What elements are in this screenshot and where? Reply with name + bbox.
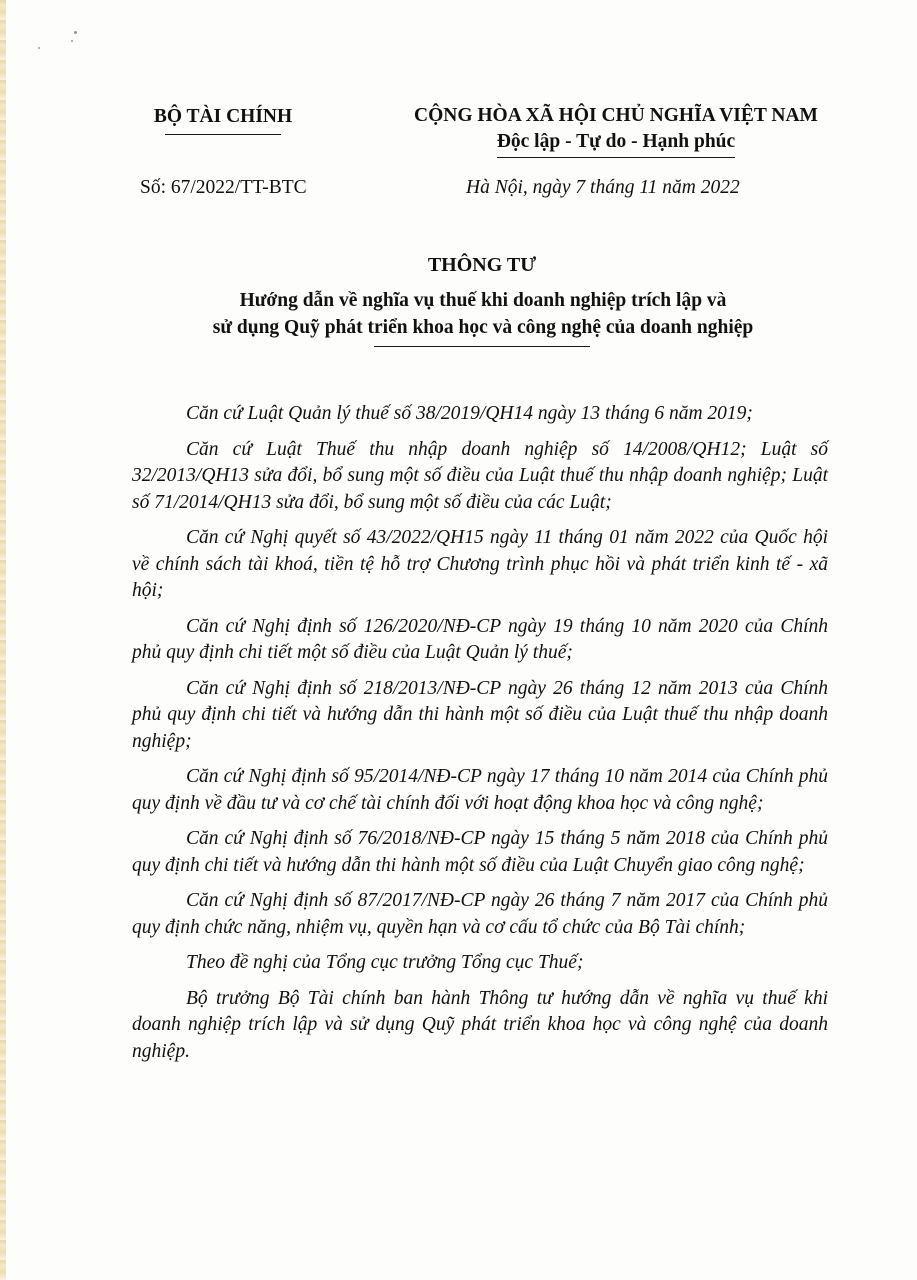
scan-speck — [71, 40, 73, 42]
document-type: THÔNG TƯ — [427, 254, 537, 276]
preamble-paragraph: Căn cứ Nghị định số 87/2017/NĐ-CP ngày 26 tháng 7 năm 2017 của Chính phủ quy định chức năng, nhiệm vụ, quyền hạn và cơ cấu tổ chức của Bộ Tài chính; — [132, 890, 828, 938]
preamble-paragraph: Theo đề nghị của Tổng cục trưởng Tổng cục Thuế; — [186, 952, 584, 973]
place-and-date: Hà Nội, ngày 7 tháng 11 năm 2022 — [466, 177, 740, 198]
scan-edge — [0, 0, 6, 1280]
subject-divider — [374, 346, 590, 347]
national-header-block — [398, 103, 834, 158]
preamble-paragraph: Bộ trưởng Bộ Tài chính ban hành Thông tư hướng dẫn về nghĩa vụ thuế khi doanh nghiệp trích lập và sử dụng Quỹ phát triển khoa học và công nghệ của doanh nghiệp. — [132, 987, 828, 1062]
scan-speck — [74, 31, 77, 34]
issuing-agency: BỘ TÀI CHÍNH — [153, 106, 293, 127]
national-title: CỘNG HÒA XÃ HỘI CHỦ NGHĨA VIỆT NAM — [414, 105, 818, 126]
issuing-agency-block — [128, 104, 318, 135]
national-motto: Độc lập - Tự do - Hạnh phúc — [497, 129, 735, 158]
agency-underline — [165, 134, 281, 135]
preamble-paragraph: Căn cứ Nghị định số 218/2013/NĐ-CP ngày 26 tháng 12 năm 2013 của Chính phủ quy định chi tiết và hướng dẫn thi hành một số điều của Luật thuế thu nhập doanh nghiệp; — [132, 677, 828, 752]
preamble-paragraph: Căn cứ Nghị định số 76/2018/NĐ-CP ngày 15 tháng 5 năm 2018 của Chính phủ quy định chi tiết và hướng dẫn thi hành một số điều của Luật Chuyển giao công nghệ; — [132, 828, 828, 876]
subject-line: sử dụng Quỹ phát triển khoa học và công nghệ của doanh nghiệp — [212, 317, 754, 338]
scan-speck — [38, 47, 40, 49]
subject-line: Hướng dẫn về nghĩa vụ thuế khi doanh nghiệp trích lập và — [239, 290, 727, 311]
preamble-paragraph: Căn cứ Luật Thuế thu nhập doanh nghiệp số 14/2008/QH12; Luật số 32/2013/QH13 sửa đổi, bổ sung một số điều của Luật thuế thu nhập doanh nghiệp; Luật số 71/2014/QH13 sửa đổi, bổ sung một số điều của các Luật; — [132, 438, 828, 513]
preamble-paragraph: Căn cứ Nghị quyết số 43/2022/QH15 ngày 11 tháng 01 năm 2022 của Quốc hội về chính sách tài khoá, tiền tệ hỗ trợ Chương trình phục hồi và phát triển kinh tế - xã hội; — [132, 527, 828, 601]
preamble-paragraph: Căn cứ Nghị định số 126/2020/NĐ-CP ngày 19 tháng 10 năm 2020 của Chính phủ quy định chi tiết một số điều của Luật Quản lý thuế; — [132, 615, 828, 663]
preamble-paragraph: Căn cứ Luật Quản lý thuế số 38/2019/QH14 ngày 13 tháng 6 năm 2019; — [186, 403, 753, 424]
document-number: Số: 67/2022/TT-BTC — [140, 177, 307, 198]
legal-basis-preamble — [132, 401, 828, 1074]
preamble-paragraph: Căn cứ Nghị định số 95/2014/NĐ-CP ngày 17 tháng 10 năm 2014 của Chính phủ quy định về đầu tư và cơ chế tài chính đối với hoạt động khoa học và công nghệ; — [132, 766, 828, 814]
document-subject — [100, 287, 866, 341]
